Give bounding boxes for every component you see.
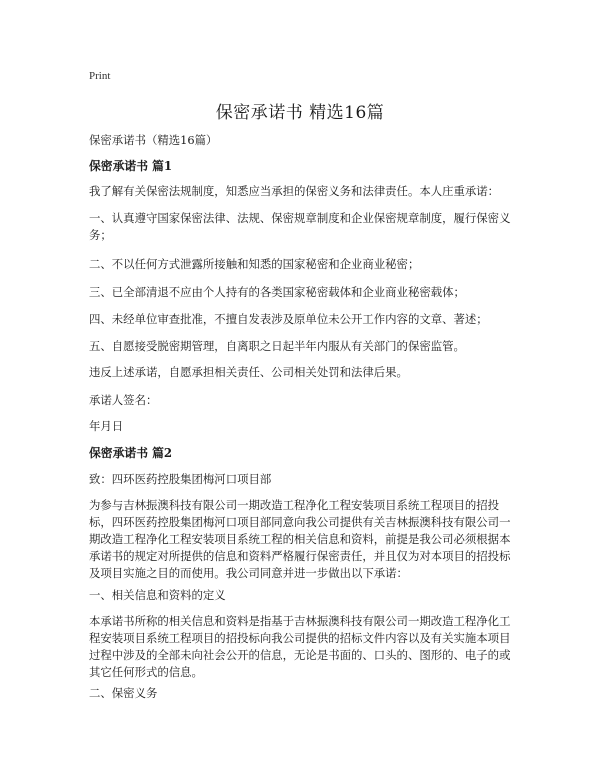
section1-item-3: 三、已全部清退不应由个人持有的各类国家秘密载体和企业商业秘密载体； <box>89 285 465 299</box>
section1-item-4: 四、未经单位审查批准，不擅自发表涉及原单位未公开工作内容的文章、著述； <box>89 312 488 326</box>
section1-heading: 保密承诺书 篇1 <box>89 159 173 173</box>
section1-closing: 违反上述承诺，自愿承担相关责任、公司相关处罚和法律后果。 <box>89 365 408 379</box>
section2-to: 致：四环医药控股集团梅河口项目部 <box>89 472 272 486</box>
section2-item2-title: 二、保密义务 <box>89 686 158 700</box>
section1-signature: 承诺人签名： <box>89 393 158 407</box>
section1-item-1: 一、认真遵守国家保密法律、法规、保密规章制度和企业保密规章制度，履行保密义务； <box>89 211 511 242</box>
subtitle: 保密承诺书（精选16篇） <box>89 133 218 147</box>
section2-item1-body: 本承诺书所称的相关信息和资料是指基于吉林振澳科技有限公司一期改造工程净化工程安装项目系统工程项目的招投标向我公司提供的招标文件内容以及有关实施本项目过程中涉及的全部未向社会公开的信息，无论是书面的、口头的、图形的、电子的或其它任何形式的信息。 <box>89 614 511 679</box>
section1-date: 年月日 <box>89 419 124 433</box>
section2-item1-title: 一、相关信息和资料的定义 <box>89 588 226 602</box>
section1-item-5: 五、自愿接受脱密期管理，自离职之日起半年内服从有关部门的保密监管。 <box>89 339 465 353</box>
print-label[interactable]: Print <box>89 70 111 82</box>
section1-item-2: 二、不以任何方式泄露所接触和知悉的国家秘密和企业商业秘密； <box>89 257 420 271</box>
section2-body: 为参与吉林振澳科技有限公司一期改造工程净化工程安装项目系统工程项目的招投标，四环医药控股集团梅河口项目部同意向我公司提供有关吉林振澳科技有限公司一期改造工程净化工程安装项目系统工程的相关信息和资料，前提是我公司必须根据本承诺书的规定对所提供的信息和资料严格履行保密责任，并且仅为对本项目的招投标及项目实施之目的而使用。我公司同意并进一步做出以下承诺： <box>89 498 511 580</box>
page-title: 保密承诺书 精选16篇 <box>215 103 385 123</box>
section1-intro: 我了解有关保密法规制度，知悉应当承担的保密义务和法律责任。本人庄重承诺： <box>89 184 500 198</box>
section2-heading: 保密承诺书 篇2 <box>89 446 173 460</box>
